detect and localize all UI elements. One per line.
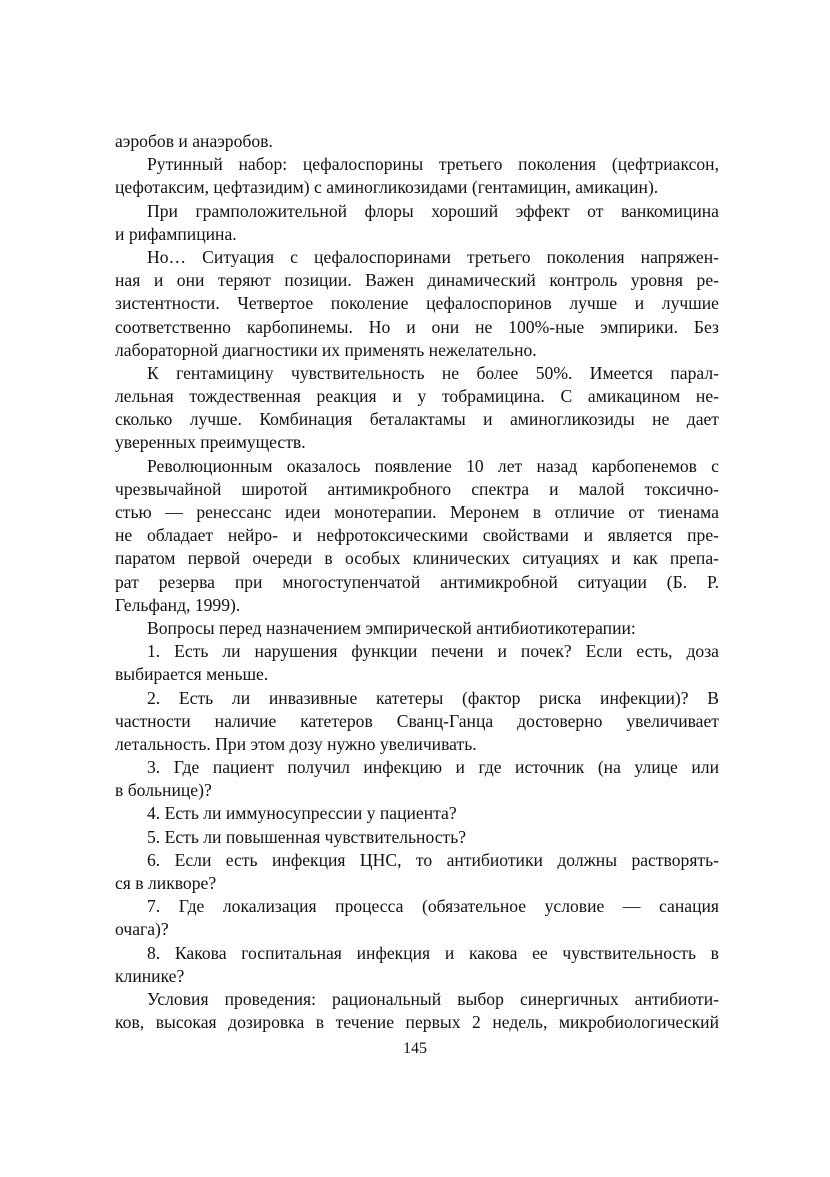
text-line: летальность. При этом дозу нужно увеличивать. [115, 733, 477, 754]
text-line: сколько лучше. Комбинация беталактамы и аминогликозиды не дает [115, 409, 719, 430]
text-line: рат резерва при многоступенчатой антимикробной ситуации (Б. Р. [115, 571, 719, 592]
text-line: паратом первой очереди в особых клинических ситуациях и как препа- [115, 548, 719, 569]
text-line: 3. Где пациент получил инфекцию и где источник (на улице или [147, 757, 719, 778]
text-line: При грамположительной флоры хороший эффект от ванкомицина [147, 200, 719, 221]
text-line: ная и они теряют позиции. Важен динамический контроль уровня ре- [115, 270, 719, 291]
text-line: цефотаксим, цефтазидим) с аминогликозидами (гентамицин, амикацин). [115, 177, 659, 198]
text-line: очага)? [115, 919, 169, 940]
text-line: выбирается меньше. [115, 664, 269, 685]
text-line: аэробов и анаэробов. [115, 131, 273, 151]
text-line: Гельфанд, 1999). [115, 594, 241, 615]
body-text [115, 130, 719, 1034]
text-line: в больнице)? [115, 780, 212, 801]
text-line: 7. Где локализация процесса (обязательное условие — санация [147, 896, 719, 917]
text-line: стью — ренессанс идеи монотерапии. Меронем в отличие от тиенама [115, 502, 719, 522]
text-line: соответственно карбопинемы. Но и они не 100%-ные эмпирики. Без [115, 316, 719, 337]
text-line: Но… Ситуация с цефалоспоринами третьего поколения напряжен- [147, 246, 719, 267]
text-line: 8. Какова госпитальная инфекция и какова ее чувствительность в [147, 942, 719, 963]
text-line: частности наличие катетеров Сванц-Ганца достоверно увеличивает [115, 710, 719, 731]
text-line: Условия проведения: рациональный выбор синергичных антибиоти- [147, 988, 719, 1009]
text-line: зистентности. Четвертое поколение цефалоспоринов лучше и лучшие [115, 293, 719, 314]
text-line: лельная тождественная реакция и у тобрамицина. С амикацином не- [115, 386, 719, 407]
text-line: Вопросы перед назначением эмпирической антибиотикотерапии: [147, 617, 636, 638]
text-line: лабораторной диагностики их применять нежелательно. [115, 339, 537, 360]
text-line: не обладает нейро- и нефротоксическими свойствами и является пре- [115, 525, 719, 546]
text-line: 4. Есть ли иммуносупрессии у пациента? [147, 803, 457, 824]
text-line: 6. Если есть инфекция ЦНС, то антибиотики должны растворять- [147, 849, 719, 870]
text-line: Революционным оказалось появление 10 лет назад карбопенемов с [147, 455, 719, 476]
text-line: 2. Есть ли инвазивные катетеры (фактор риска инфекции)? В [147, 687, 719, 708]
page-number: 145 [403, 1040, 427, 1057]
text-line: К гентамицину чувствительность не более 50%. Имеется парал- [147, 362, 719, 383]
text-line: 5. Есть ли повышенная чувствительность? [147, 826, 467, 847]
text-line: клинике? [115, 965, 185, 986]
text-line: ков, высокая дозировка в течение первых 2 недель, микробиологический [115, 1012, 719, 1033]
text-line: и рифампицина. [115, 223, 237, 244]
text-line: 1. Есть ли нарушения функции печени и почек? Если есть, доза [147, 641, 719, 662]
text-line: уверенных преимуществ. [115, 432, 306, 453]
text-line: Рутинный набор: цефалоспорины третьего поколения (цефтриаксон, [147, 154, 719, 175]
text-line: ся в ликворе? [115, 873, 217, 893]
text-line: чрезвычайной широтой антимикробного спектра и малой токсично- [115, 478, 719, 499]
